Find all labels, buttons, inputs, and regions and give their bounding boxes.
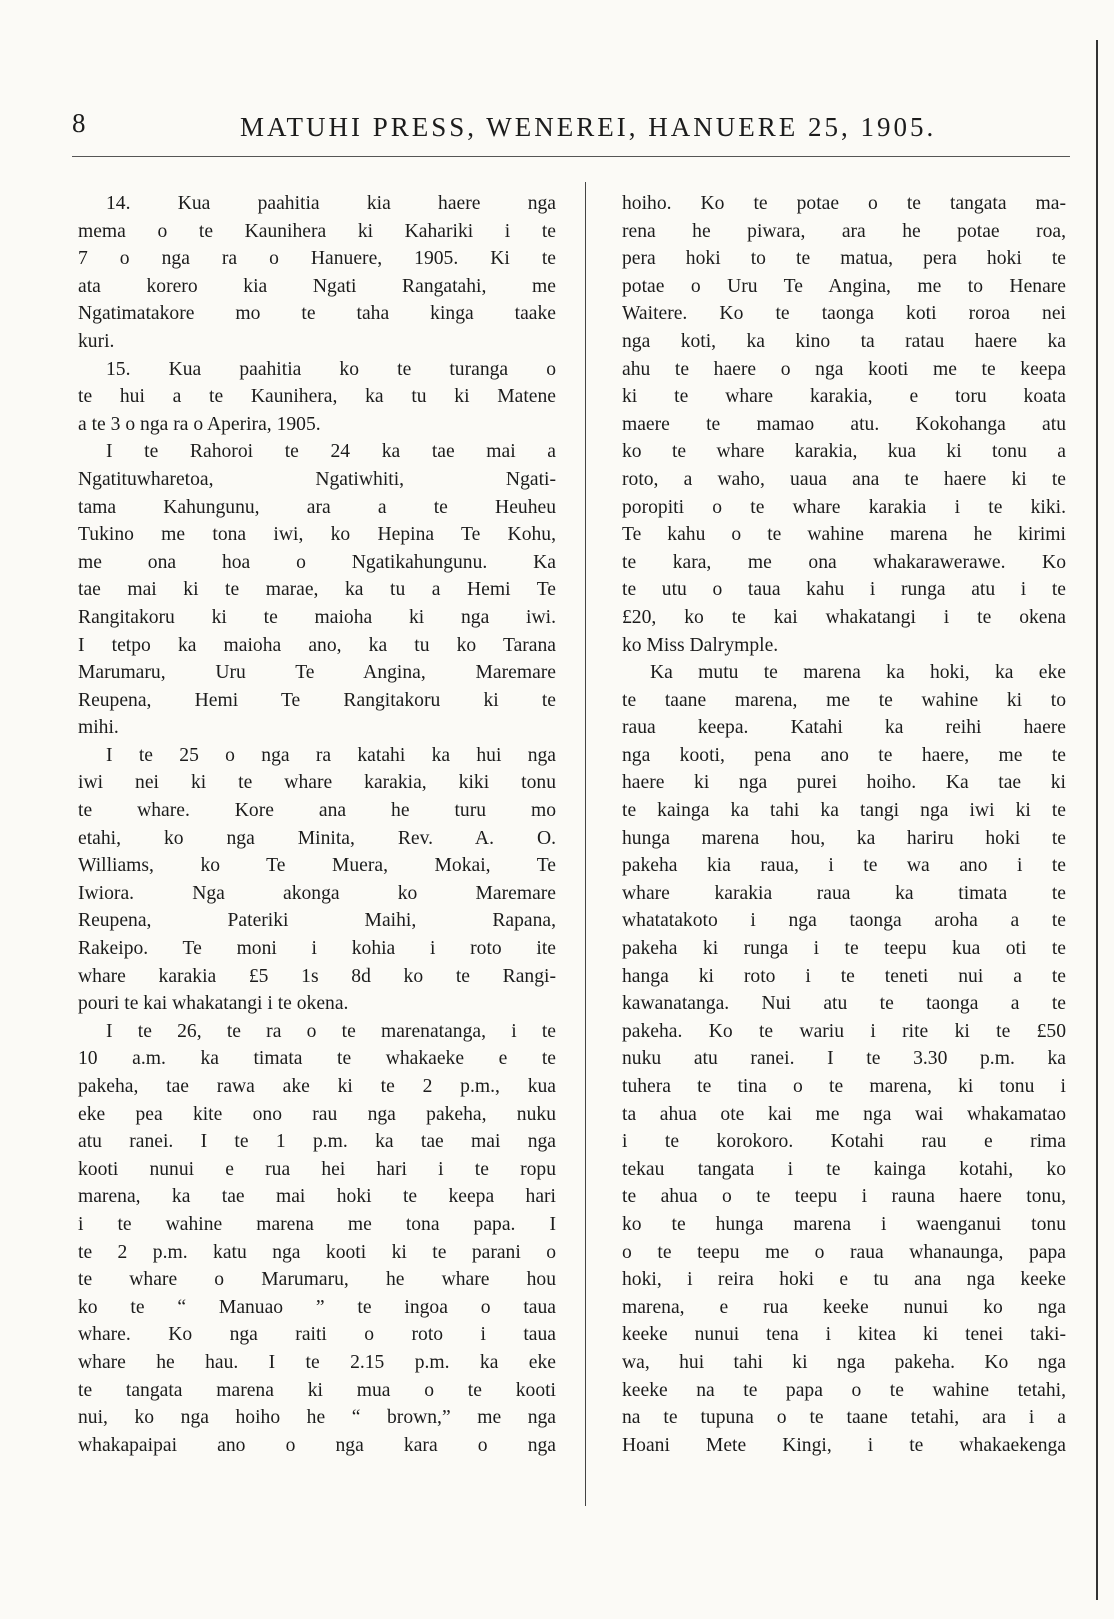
- right_column-line: ko Miss Dalrymple.: [622, 634, 779, 656]
- left_column-line: Rakeipo. Te moni i kohia i roto ite: [78, 938, 556, 960]
- left_column-line: eke pea kite ono rau nga pakeha, nuku: [78, 1103, 556, 1125]
- left_column-line: marena, ka tae mai hoki te keepa hari: [78, 1186, 556, 1208]
- column-divider: [585, 182, 586, 1506]
- left_column-line: Reupena, Hemi Te Rangitakoru ki te: [78, 689, 556, 711]
- left_column-line: me ona hoa o Ngatikahungunu. Ka: [78, 551, 556, 573]
- right_column-line: wa, hui tahi ki nga pakeha. Ko nga: [622, 1351, 1066, 1373]
- right_column-line: ta ahua ote kai me nga wai whakamatao: [622, 1103, 1066, 1125]
- right_column-line: roto, a waho, uaua ana te haere ki te: [622, 468, 1066, 490]
- left_column-line: iwi nei ki te whare karakia, kiki tonu: [78, 772, 556, 794]
- right_column-line: hanga ki roto i te teneti nui a te: [622, 965, 1066, 987]
- page-edge-rule: [1096, 40, 1098, 1600]
- left_column-line: te whare o Marumaru, he whare hou: [78, 1269, 556, 1291]
- right_column-line: whare karakia raua ka timata te: [622, 882, 1066, 904]
- right_column-line: kawanatanga. Nui atu te taonga a te: [622, 993, 1066, 1015]
- left_column-line: etahi, ko nga Minita, Rev. A. O.: [78, 827, 556, 849]
- right_column-line: Hoani Mete Kingi, i te whakaekenga: [622, 1434, 1066, 1456]
- right_column-line: poropiti o te whare karakia i te kiki.: [622, 496, 1066, 518]
- left_column-line: whare karakia £5 1s 8d ko te Rangi-: [78, 965, 556, 987]
- right_column-line: tuhera te tina o te marena, ki tonu i: [622, 1076, 1066, 1097]
- left_column-line: 14. Kua paahitia kia haere nga: [106, 193, 556, 214]
- right_column-line: hoki, i reira hoki e tu ana nga keeke: [622, 1269, 1066, 1291]
- left_column-line: kooti nunui e rua hei hari i te ropu: [78, 1158, 556, 1180]
- left_column-line: Iwiora. Nga akonga ko Maremare: [78, 882, 556, 904]
- right_column-line: nga kooti, pena ano te haere, me te: [622, 744, 1066, 766]
- header-rule: [72, 156, 1070, 157]
- right_column-line: ko te hunga marena i waenganui tonu: [622, 1213, 1066, 1235]
- right_column-line: pakeha. Ko te wariu i rite ki te £50: [622, 1020, 1066, 1042]
- right_column-line: maere te mamao atu. Kokohanga atu: [622, 413, 1066, 435]
- right_column-line: Ka mutu te marena ka hoki, ka eke: [650, 662, 1066, 684]
- left_column-line: mihi.: [78, 717, 119, 739]
- right_column-line: Te kahu o te wahine marena he kirimi: [622, 524, 1066, 546]
- right_column-line: potae o Uru Te Angina, me to Henare: [622, 275, 1066, 297]
- left_column-line: ko te “ Manuao ” te ingoa o taua: [78, 1296, 556, 1318]
- left_column-line: 7 o nga ra o Hanuere, 1905. Ki te: [78, 248, 556, 270]
- right_column-line: nuku atu ranei. I te 3.30 p.m. ka: [622, 1048, 1066, 1070]
- right_column-line: ahu te haere o nga kooti me te keepa: [622, 358, 1066, 380]
- left_column-line: Ngatituwharetoa, Ngatiwhiti, Ngati-: [78, 468, 556, 490]
- right_column-line: o te teepu me o raua whanaunga, papa: [622, 1241, 1066, 1263]
- left_column-line: nui, ko nga hoiho he “ brown,” me nga: [78, 1407, 556, 1429]
- left_column-line: tama Kahungunu, ara a te Heuheu: [78, 496, 556, 518]
- left_column-line: I te 26, te ra o te marenatanga, i te: [106, 1020, 556, 1042]
- left_column-line: whare. Ko nga raiti o roto i taua: [78, 1324, 556, 1346]
- right_column-line: te utu o taua kahu i runga atu i te: [622, 579, 1066, 601]
- left_column-line: mema o te Kaunihera ki Kahariki i te: [78, 220, 556, 242]
- right-column: [622, 190, 1066, 1459]
- right_column-line: te ahua o te teepu i rauna haere tonu,: [622, 1186, 1066, 1208]
- right_column-line: raua keepa. Katahi ka reihi haere: [622, 717, 1066, 739]
- right_column-line: pakeha ki runga i te teepu kua oti te: [622, 938, 1066, 960]
- right_column-line: whatatakoto i nga taonga aroha a te: [622, 910, 1066, 932]
- masthead: MATUHI PRESS, WENEREI, HANUERE 25, 1905.: [240, 112, 937, 142]
- left_column-line: atu ranei. I te 1 p.m. ka tae mai nga: [78, 1131, 556, 1153]
- left_column-line: pouri te kai whakatangi i te okena.: [78, 993, 349, 1015]
- right_column-line: ko te whare karakia, kua ki tonu a: [622, 441, 1066, 463]
- right_column-line: rena he piwara, ara he potae roa,: [622, 220, 1066, 242]
- left_column-line: 15. Kua paahitia ko te turanga o: [106, 358, 556, 380]
- left_column-line: I tetpo ka maioha ano, ka tu ko Tarana: [78, 634, 556, 656]
- left_column-line: Rangitakoru ki te maioha ki nga iwi.: [78, 606, 556, 628]
- right_column-line: hoiho. Ko te potae o te tangata ma-: [622, 193, 1066, 214]
- left_column-line: tae mai ki te marae, ka tu a Hemi Te: [78, 579, 556, 601]
- left-column: [78, 190, 556, 1459]
- right_column-line: pakeha kia raua, i te wa ano i te: [622, 855, 1066, 877]
- left_column-line: ata korero kia Ngati Rangatahi, me: [78, 275, 556, 297]
- right_column-line: hunga marena hou, ka hariru hoki te: [622, 827, 1066, 849]
- right_column-line: tekau tangata i te kainga kotahi, ko: [622, 1158, 1066, 1180]
- left_column-line: Marumaru, Uru Te Angina, Maremare: [78, 662, 556, 684]
- page-number: 8: [72, 108, 87, 138]
- left_column-line: i te wahine marena me tona papa. I: [78, 1213, 556, 1235]
- right_column-line: keeke nunui tena i kitea ki tenei taki-: [622, 1324, 1066, 1346]
- left_column-line: Tukino me tona iwi, ko Hepina Te Kohu,: [78, 524, 556, 546]
- left_column-line: Ngatimatakore mo te taha kinga taake: [78, 303, 556, 325]
- left_column-line: te tangata marena ki mua o te kooti: [78, 1379, 556, 1401]
- left_column-line: I te 25 o nga ra katahi ka hui nga: [106, 744, 556, 766]
- left_column-line: whakapaipai ano o nga kara o nga: [78, 1434, 556, 1456]
- right_column-line: pera hoki to te matua, pera hoki te: [622, 248, 1066, 270]
- right_column-line: te kainga ka tahi ka tangi nga iwi ki te: [622, 800, 1066, 822]
- right_column-line: keeke na te papa o te wahine tetahi,: [622, 1379, 1066, 1401]
- right_column-line: Waitere. Ko te taonga koti roroa nei: [622, 303, 1066, 325]
- right_column-line: £20, ko te kai whakatangi i te okena: [622, 606, 1066, 628]
- left_column-line: Williams, ko Te Muera, Mokai, Te: [78, 855, 556, 877]
- left_column-line: te whare. Kore ana he turu mo: [78, 800, 556, 822]
- right_column-line: haere ki nga purei hoiho. Ka tae ki: [622, 772, 1066, 794]
- left_column-line: pakeha, tae rawa ake ki te 2 p.m., kua: [78, 1076, 556, 1097]
- left_column-line: te 2 p.m. katu nga kooti ki te parani o: [78, 1241, 556, 1263]
- left_column-line: kuri.: [78, 330, 115, 352]
- left_column-line: a te 3 o nga ra o Aperira, 1905.: [78, 413, 321, 435]
- left_column-line: Reupena, Pateriki Maihi, Rapana,: [78, 910, 556, 932]
- left_column-line: te hui a te Kaunihera, ka tu ki Matene: [78, 386, 556, 408]
- left_column-line: 10 a.m. ka timata te whakaeke e te: [78, 1048, 556, 1070]
- right_column-line: i te korokoro. Kotahi rau e rima: [622, 1131, 1066, 1153]
- left_column-line: I te Rahoroi te 24 ka tae mai a: [106, 441, 556, 463]
- right_column-line: ki te whare karakia, e toru koata: [622, 386, 1066, 408]
- left_column-line: whare he hau. I te 2.15 p.m. ka eke: [78, 1351, 556, 1373]
- right_column-line: marena, e rua keeke nunui ko nga: [622, 1296, 1066, 1318]
- right_column-line: nga koti, ka kino ta ratau haere ka: [622, 330, 1066, 352]
- right_column-line: te kara, me ona whakarawerawe. Ko: [622, 551, 1066, 573]
- right_column-line: na te tupuna o te taane tetahi, ara i a: [622, 1407, 1066, 1429]
- right_column-line: te taane marena, me te wahine ki to: [622, 689, 1066, 711]
